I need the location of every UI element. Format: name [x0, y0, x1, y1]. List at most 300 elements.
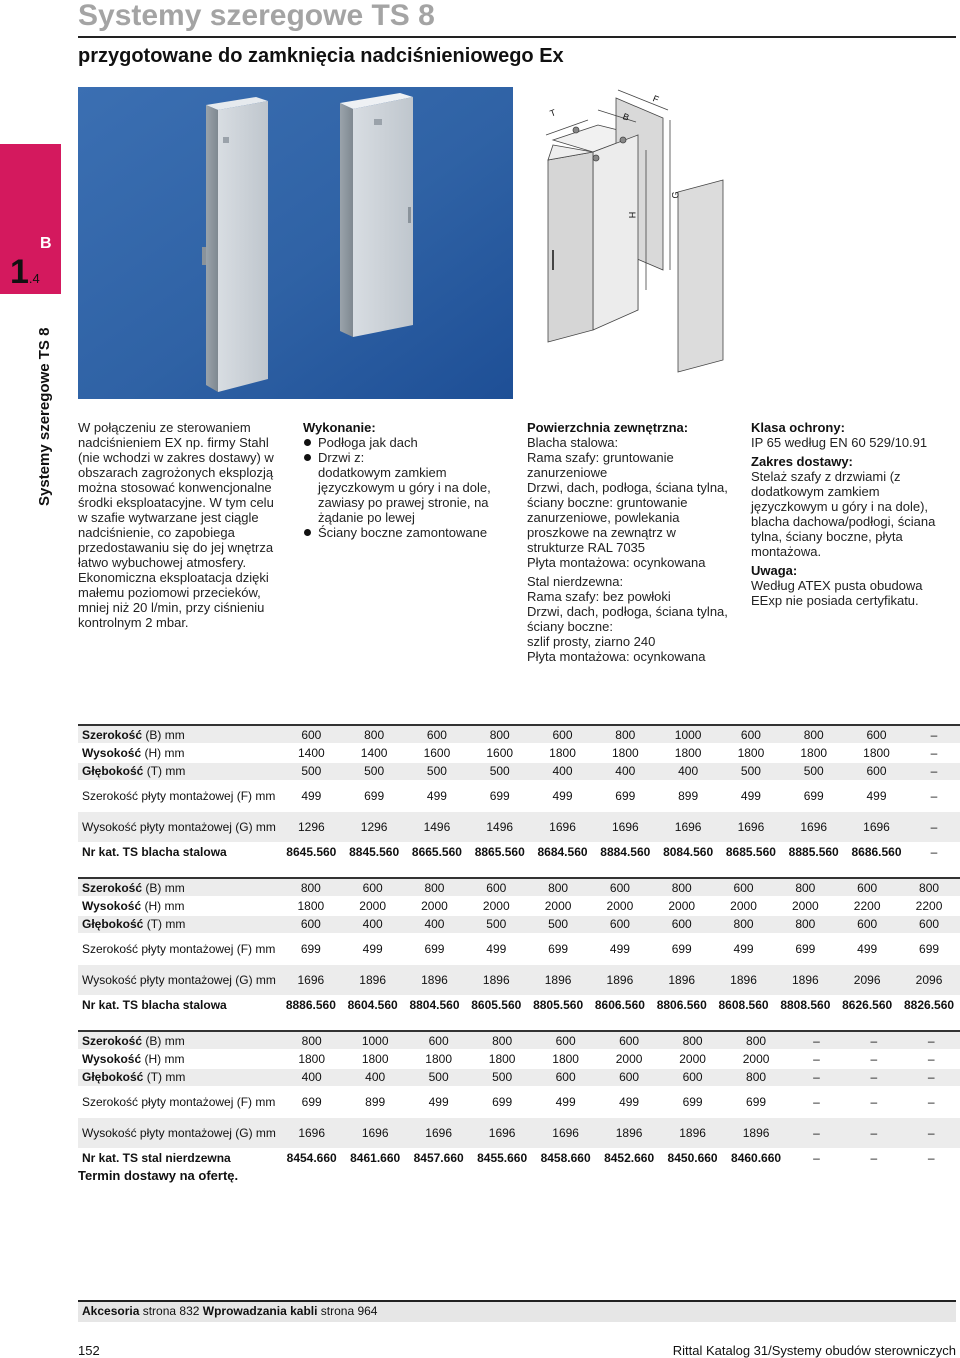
row-plate-width	[78, 781, 960, 812]
table-cell: 400	[404, 915, 466, 934]
table-cell: 1896	[465, 965, 527, 996]
table-cell: 600	[845, 725, 908, 744]
row-height-label	[78, 744, 280, 763]
table-cell: 600	[720, 725, 783, 744]
label-bold: Szerokość	[82, 880, 143, 895]
table-cell: 600	[342, 878, 404, 897]
table-cell: 1496	[468, 812, 531, 843]
intro-column	[78, 420, 283, 630]
row-width	[78, 878, 960, 897]
surface-line-8: szlif prosty, ziarno 240	[527, 634, 656, 649]
table-cell: 499	[845, 781, 908, 812]
table-cell: 8806.560	[651, 996, 713, 1015]
table-cell: 600	[898, 915, 960, 934]
label-bold: Wysokość	[82, 745, 142, 760]
table-cell: 400	[531, 762, 594, 781]
table-cell: 800	[724, 1031, 787, 1050]
spec-table-3	[78, 1030, 960, 1168]
row-plate-width-label: Szerokość płyty montażowej (F) mm	[78, 1087, 280, 1118]
table-cell: 1696	[534, 1118, 597, 1149]
table-cell: 600	[589, 878, 651, 897]
table-cell: 8884.560	[594, 843, 657, 862]
table-cell: 500	[406, 762, 469, 781]
table-cell: 1800	[407, 1050, 470, 1069]
table-cell: 800	[280, 878, 342, 897]
table-cell: 2200	[836, 897, 898, 916]
table-cell: 499	[465, 934, 527, 965]
table-cell: –	[788, 1118, 845, 1149]
row-plate-height	[78, 965, 960, 996]
table-cell: 8684.560	[531, 843, 594, 862]
row-width	[78, 1031, 960, 1050]
table-cell: 400	[280, 1068, 343, 1087]
table-cell: 8865.560	[468, 843, 531, 862]
surface-column	[527, 420, 732, 664]
table-cell: 2000	[661, 1050, 724, 1069]
table-cell: 1000	[343, 1031, 406, 1050]
table-cell: 600	[651, 915, 713, 934]
table-cell: 8452.660	[597, 1149, 660, 1168]
label-unit: (B) mm	[142, 880, 185, 895]
table-cell: 1896	[724, 1118, 787, 1149]
table-cell: 600	[661, 1068, 724, 1087]
table-cell: 499	[597, 1087, 660, 1118]
table-cell: 8604.560	[342, 996, 404, 1015]
table-cell: 1800	[280, 897, 342, 916]
table-cell: 400	[342, 915, 404, 934]
dim-label-f: F	[651, 93, 661, 105]
label-bold: Szerokość	[82, 1033, 143, 1048]
table-cell: 2000	[465, 897, 527, 916]
product-photo	[78, 87, 513, 399]
dim-label-h: H	[627, 211, 638, 219]
row-catalog-number-label: Nr kat. TS blacha stalowa	[78, 843, 280, 862]
row-width-label	[78, 878, 280, 897]
label-unit: (H) mm	[141, 1051, 185, 1066]
table-cell: 800	[470, 1031, 533, 1050]
table-cell: 899	[657, 781, 720, 812]
table-cell: 400	[343, 1068, 406, 1087]
accessories-page: strona 832	[139, 1304, 203, 1318]
table-cell: 8845.560	[343, 843, 406, 862]
row-height	[78, 1050, 960, 1069]
label-unit: (H) mm	[141, 898, 185, 913]
table-cell: 699	[404, 934, 466, 965]
table-cell: 500	[407, 1068, 470, 1087]
row-plate-height-label: Wysokość płyty montażowej (G) mm	[78, 812, 280, 843]
table-cell: 699	[782, 781, 845, 812]
label-unit: (T) mm	[143, 917, 186, 932]
row-depth	[78, 762, 960, 781]
row-height-label	[78, 897, 280, 916]
table-cell: 1896	[651, 965, 713, 996]
table-cell: 600	[597, 1031, 660, 1050]
protection-text: IP 65 według EN 60 529/10.91	[751, 435, 928, 450]
table-cell: –	[788, 1050, 845, 1069]
page-title: Systemy szeregowe TS 8	[78, 0, 435, 32]
table-cell: 800	[404, 878, 466, 897]
row-plate-width-label: Szerokość płyty montażowej (F) mm	[78, 934, 280, 965]
row-width	[78, 725, 960, 744]
table-cell: 499	[713, 934, 775, 965]
table-cell: 500	[720, 762, 783, 781]
note-heading: Uwaga:	[751, 563, 798, 578]
table-cell: –	[845, 1149, 902, 1168]
row-depth	[78, 915, 960, 934]
table-cell: 499	[589, 934, 651, 965]
table-cell: 8808.560	[774, 996, 836, 1015]
table-cell: 600	[531, 725, 594, 744]
table-cell: 800	[661, 1031, 724, 1050]
table-cell: 500	[343, 762, 406, 781]
table-cell: 699	[527, 934, 589, 965]
table-cell: 8461.660	[343, 1149, 406, 1168]
row-catalog-number	[78, 996, 960, 1015]
table-cell: 699	[724, 1087, 787, 1118]
table-cell: 8084.560	[657, 843, 720, 862]
label-unit: (B) mm	[142, 1033, 185, 1048]
table-cell: 2000	[527, 897, 589, 916]
table-cell: 499	[531, 781, 594, 812]
intro-text: W połączeniu ze sterowaniem nadciśnieniem EX np. firmy Stahl (nie wchodzi w zakres dostawy) w obszarach zagrożonych eksplozją można stosować konwencjonalne środki eksploatacyjne. W tym celu w szafie wytwarzane jest ciągle nadciśnienie, co zapobiega przedostawaniu się do jej wnętrza łatwo wybuchowej atmosfery. Ekonomiczna eksploatacja dzięki małemu poziomowi przecieków, mniej niż 20 l/min, przy ciśnieniu kontrolnym 2 mbar.	[78, 420, 274, 630]
label-bold: Szerokość	[82, 727, 143, 742]
table-cell: 8457.660	[407, 1149, 470, 1168]
design-bullet-2: Drzwi z:	[303, 450, 513, 465]
surface-line-3: Drzwi, dach, podłoga, ściana tylna, ściany boczne: gruntowanie zanurzeniowe, powlekania proszkowe na zewnątrz w strukturze RAL 7035	[527, 480, 728, 555]
table-cell: 499	[534, 1087, 597, 1118]
label-bold: Głębokość	[82, 764, 144, 779]
table-cell: 400	[594, 762, 657, 781]
row-plate-height-label: Wysokość płyty montażowej (G) mm	[78, 965, 280, 996]
table-cell: 1696	[470, 1118, 533, 1149]
label-bold: Wysokość	[82, 1051, 142, 1066]
table-cell: 600	[406, 725, 469, 744]
table-cell: 8605.560	[465, 996, 527, 1015]
table-cell: 600	[713, 878, 775, 897]
table-cell: 8606.560	[589, 996, 651, 1015]
table-cell: 2000	[342, 897, 404, 916]
table-cell: 600	[407, 1031, 470, 1050]
table-cell: 800	[468, 725, 531, 744]
table-cell: 699	[280, 934, 342, 965]
table-cell: 800	[343, 725, 406, 744]
table-cell: 600	[597, 1068, 660, 1087]
table-cell: 8804.560	[404, 996, 466, 1015]
table-cell: 2000	[589, 897, 651, 916]
table-cell: 2096	[898, 965, 960, 996]
table-cell: 1296	[280, 812, 343, 843]
table-cell: 600	[836, 878, 898, 897]
table-cell: 1896	[597, 1118, 660, 1149]
design-bullet-3: Ściany boczne zamontowane	[303, 525, 513, 540]
protection-heading: Klasa ochrony:	[751, 420, 845, 435]
table-cell: 699	[594, 781, 657, 812]
table-cell: 2000	[597, 1050, 660, 1069]
table-cell: 1696	[782, 812, 845, 843]
row-depth	[78, 1068, 960, 1087]
table-cell: 899	[343, 1087, 406, 1118]
row-height	[78, 897, 960, 916]
table-cell: 800	[713, 915, 775, 934]
surface-line-6: Rama szafy: bez powłoki	[527, 589, 671, 604]
row-depth-label	[78, 1068, 280, 1087]
row-plate-height-label: Wysokość płyty montażowej (G) mm	[78, 1118, 280, 1149]
table-cell: 499	[720, 781, 783, 812]
row-plate-width	[78, 1087, 960, 1118]
table-cell: 800	[724, 1068, 787, 1087]
table-cell: 8455.660	[470, 1149, 533, 1168]
table-cell: 8805.560	[527, 996, 589, 1015]
table-cell: 8885.560	[782, 843, 845, 862]
row-width-label	[78, 725, 280, 744]
dim-label-b: B	[621, 111, 631, 123]
table-cell: –	[845, 1087, 902, 1118]
surface-line-1: Blacha stalowa:	[527, 435, 619, 450]
table-cell: –	[845, 1031, 902, 1050]
page-subtitle: przygotowane do zamknięcia nadciśnieniowego Ex	[78, 45, 564, 67]
table-cell: 699	[280, 1087, 343, 1118]
table-cell: 800	[782, 725, 845, 744]
table-cell: 800	[280, 1031, 343, 1050]
surface-heading: Powierzchnia zewnętrzna:	[527, 420, 689, 435]
table-cell: 500	[468, 762, 531, 781]
table-cell: 1696	[845, 812, 908, 843]
cable-entry-link[interactable]: Wprowadzania kabli	[202, 1304, 318, 1318]
table-cell: –	[788, 1068, 845, 1087]
dim-label-t: T	[548, 107, 558, 119]
accessories-link[interactable]: Akcesoria	[82, 1304, 140, 1318]
surface-line-4: Płyta montażowa: ocynkowana	[527, 555, 706, 570]
table-cell: 8626.560	[836, 996, 898, 1015]
table-cell: –	[845, 1118, 902, 1149]
table-cell: 1000	[657, 725, 720, 744]
table-cell: 1896	[404, 965, 466, 996]
table-cell: 800	[651, 878, 713, 897]
table-cell: 1696	[531, 812, 594, 843]
table-cell: 1600	[468, 744, 531, 763]
table-cell: 1696	[407, 1118, 470, 1149]
dimension-drawing	[528, 80, 738, 385]
label-unit: (T) mm	[143, 764, 186, 779]
row-height	[78, 744, 960, 763]
table-cell: –	[845, 1050, 902, 1069]
row-catalog-number-label: Nr kat. TS blacha stalowa	[78, 996, 280, 1015]
table-cell: 1800	[531, 744, 594, 763]
table-cell: 800	[774, 915, 836, 934]
section-letter: B	[40, 235, 52, 252]
table-cell: 600	[836, 915, 898, 934]
table-cell: 8665.560	[406, 843, 469, 862]
table-cell: 499	[280, 781, 343, 812]
table-cell: 1696	[280, 1118, 343, 1149]
table-cell: 8685.560	[720, 843, 783, 862]
table-cell: 800	[898, 878, 960, 897]
table-cell: 2000	[404, 897, 466, 916]
protection-column	[751, 420, 956, 608]
table-cell: –	[908, 812, 960, 843]
table-cell: 2000	[724, 1050, 787, 1069]
table-cell: 1600	[406, 744, 469, 763]
table-cell: 2000	[774, 897, 836, 916]
row-depth-label	[78, 762, 280, 781]
table-cell: 1896	[774, 965, 836, 996]
table-cell: 1696	[657, 812, 720, 843]
table-cell: –	[903, 1149, 960, 1168]
table-cell: 600	[534, 1068, 597, 1087]
design-heading: Wykonanie:	[303, 420, 376, 435]
cable-entry-page: strona 964	[317, 1304, 378, 1318]
table-cell: 500	[465, 915, 527, 934]
footer-references	[78, 1302, 956, 1322]
table-cell: 499	[836, 934, 898, 965]
row-plate-height	[78, 812, 960, 843]
row-plate-height	[78, 1118, 960, 1149]
table-cell: 1896	[589, 965, 651, 996]
table-cell: 1800	[594, 744, 657, 763]
table-cell: 1696	[720, 812, 783, 843]
table-cell: –	[788, 1031, 845, 1050]
table-cell: 1296	[343, 812, 406, 843]
table-cell: 8886.560	[280, 996, 342, 1015]
table-cell: 2000	[651, 897, 713, 916]
label-unit: (T) mm	[143, 1070, 186, 1085]
table-cell: 600	[589, 915, 651, 934]
table-cell: 8450.660	[661, 1149, 724, 1168]
table-cell: –	[788, 1149, 845, 1168]
table-cell: –	[908, 725, 960, 744]
table-cell: 1896	[527, 965, 589, 996]
table-cell: 699	[661, 1087, 724, 1118]
table-cell: 699	[651, 934, 713, 965]
row-catalog-number	[78, 1149, 960, 1168]
row-height-label	[78, 1050, 280, 1069]
table-cell: 1800	[782, 744, 845, 763]
label-unit: (H) mm	[141, 745, 185, 760]
label-unit: (B) mm	[142, 727, 185, 742]
table-cell: 600	[280, 915, 342, 934]
table-cell: 1800	[657, 744, 720, 763]
table-cell: 500	[280, 762, 343, 781]
table-cell: 8458.660	[534, 1149, 597, 1168]
table-cell: 2000	[713, 897, 775, 916]
surface-line-9: Płyta montażowa: ocynkowana	[527, 649, 706, 664]
table-cell: –	[908, 762, 960, 781]
table-cell: 8645.560	[280, 843, 343, 862]
table-cell: 1800	[280, 1050, 343, 1069]
delivery-text: Stelaż szafy z drzwiami (z dodatkowym zamkiem języczkowym u góry i na dole), blacha dachowa/podłogi, ściana tylna, ściany boczne, płyta montażowa.	[751, 469, 936, 559]
section-number: 1.4	[10, 253, 40, 291]
table-cell: –	[908, 843, 960, 862]
table-cell: 699	[468, 781, 531, 812]
design-column	[303, 420, 513, 540]
table-cell: 8460.660	[724, 1149, 787, 1168]
page-number: 152	[78, 1343, 100, 1358]
table-cell: –	[903, 1118, 960, 1149]
note-text: Według ATEX pusta obudowa EExp nie posiada certyfikatu.	[751, 578, 923, 608]
table-cell: 600	[280, 725, 343, 744]
table-cell: 2200	[898, 897, 960, 916]
table-cell: –	[908, 744, 960, 763]
table-cell: –	[788, 1087, 845, 1118]
row-plate-width-label: Szerokość płyty montażowej (F) mm	[78, 781, 280, 812]
table-cell: –	[903, 1087, 960, 1118]
delivery-heading: Zakres dostawy:	[751, 454, 853, 469]
table-cell: 1896	[661, 1118, 724, 1149]
table-cell: 699	[898, 934, 960, 965]
spec-table-1	[78, 724, 960, 862]
table-cell: 8608.560	[713, 996, 775, 1015]
table-cell: 600	[534, 1031, 597, 1050]
table-cell: –	[845, 1068, 902, 1087]
table-cell: 1400	[343, 744, 406, 763]
table-cell: 1896	[713, 965, 775, 996]
table-cell: 699	[774, 934, 836, 965]
table-cell: 699	[343, 781, 406, 812]
surface-line-5: Stal nierdzewna:	[527, 574, 624, 589]
title-divider	[78, 36, 956, 38]
row-catalog-number	[78, 843, 960, 862]
row-depth-label	[78, 915, 280, 934]
table-cell: 1696	[594, 812, 657, 843]
table-cell: 800	[774, 878, 836, 897]
table-cell: 499	[406, 781, 469, 812]
table-cell: –	[903, 1031, 960, 1050]
table-cell: 400	[657, 762, 720, 781]
label-bold: Głębokość	[82, 917, 144, 932]
table-cell: 1696	[280, 965, 342, 996]
catalog-title: Rittal Katalog 31/Systemy obudów sterowniczych	[672, 1343, 956, 1358]
table-cell: 500	[527, 915, 589, 934]
table-cell: 800	[594, 725, 657, 744]
row-plate-width	[78, 934, 960, 965]
table-cell: 699	[470, 1087, 533, 1118]
table-cell: 2096	[836, 965, 898, 996]
table-cell: 499	[407, 1087, 470, 1118]
table-cell: 600	[465, 878, 527, 897]
table-cell: –	[908, 781, 960, 812]
table-cell: 1400	[280, 744, 343, 763]
table-cell: 1496	[406, 812, 469, 843]
vertical-section-title: Systemy szeregowe TS 8	[36, 327, 53, 506]
table-cell: 1896	[342, 965, 404, 996]
table-cell: 500	[782, 762, 845, 781]
table-cell: 1800	[343, 1050, 406, 1069]
table-cell: 8826.560	[898, 996, 960, 1015]
delivery-note: Termin dostawy na ofertę.	[78, 1168, 239, 1183]
surface-line-7: Drzwi, dach, podłoga, ściana tylna, ściany boczne:	[527, 604, 728, 634]
surface-line-2: Rama szafy: gruntowanie zanurzeniowe	[527, 450, 674, 480]
table-cell: 1800	[534, 1050, 597, 1069]
spec-table-2	[78, 877, 960, 1015]
table-cell: 800	[527, 878, 589, 897]
table-cell: 1800	[470, 1050, 533, 1069]
dim-label-g: G	[670, 191, 681, 199]
design-bullet-1: Podłoga jak dach	[303, 435, 513, 450]
label-bold: Głębokość	[82, 1070, 144, 1085]
row-catalog-number-label: Nr kat. TS stal nierdzewna	[78, 1149, 280, 1168]
table-cell: 1800	[845, 744, 908, 763]
table-cell: 1696	[343, 1118, 406, 1149]
label-bold: Wysokość	[82, 898, 142, 913]
table-cell: 600	[845, 762, 908, 781]
table-cell: 8686.560	[845, 843, 908, 862]
table-cell: 8454.660	[280, 1149, 343, 1168]
table-cell: 1800	[720, 744, 783, 763]
table-cell: 500	[470, 1068, 533, 1087]
row-width-label	[78, 1031, 280, 1050]
table-cell: 499	[342, 934, 404, 965]
design-bullet-2-detail: dodatkowym zamkiem języczkowym u góry i na dole, zawiasy po prawej stronie, na żądanie po lewej	[318, 465, 491, 525]
